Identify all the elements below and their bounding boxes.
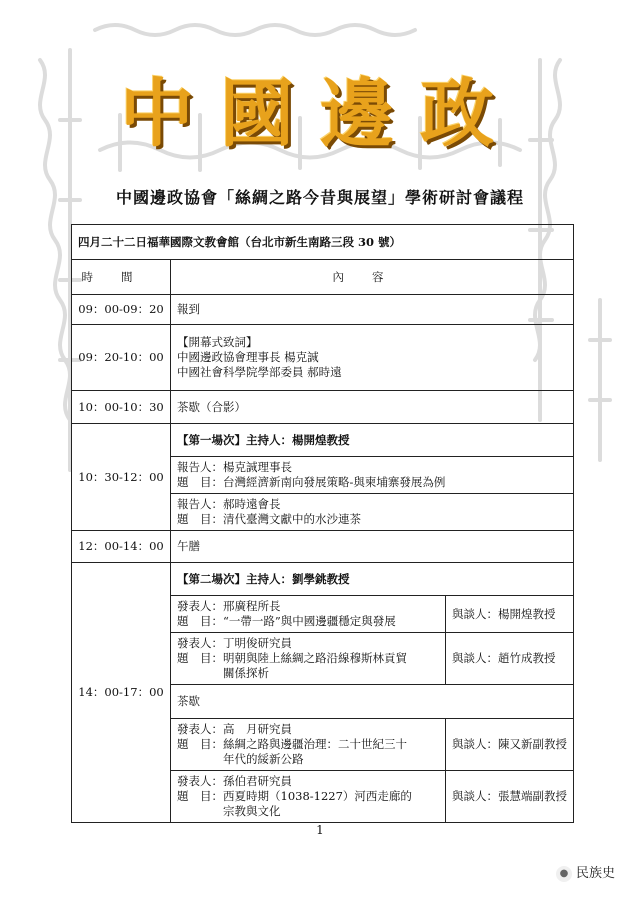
- table-row: [72, 531, 574, 563]
- presentation-cell: [171, 457, 574, 494]
- time-cell: 09：00-09：20: [72, 295, 171, 325]
- content-cell: 茶歇（合影）: [171, 391, 574, 424]
- topic-line: 宗教與文化: [177, 804, 281, 818]
- topic-line: 題 目：清代臺灣文獻中的水沙連茶: [177, 512, 361, 526]
- venue-row: [72, 225, 574, 260]
- table-row: [72, 424, 574, 457]
- presenter-line: 發表人：孫伯君研究員: [177, 774, 292, 788]
- content-line: 中國邊政協會理事長 楊克誠: [177, 350, 319, 364]
- masthead-logo: 中國邊政: [120, 71, 520, 157]
- topic-line: 題 目：西夏時期（1038-1227）河西走廊的: [177, 789, 412, 803]
- table-row: [72, 563, 574, 596]
- content-cell: 茶歇: [171, 685, 574, 719]
- presentation-cell: [171, 596, 446, 633]
- agenda-table: [71, 224, 574, 823]
- time-cell: 09：20-10：00: [72, 325, 171, 391]
- table-row: [72, 325, 574, 391]
- topic-line: 題 目：明朝與陸上絲綢之路沿線穆斯林貢貿: [177, 651, 407, 665]
- presenter-line: 報告人：郝時遠會長: [177, 497, 281, 511]
- topic-line: 關係探析: [177, 666, 269, 680]
- account-badge[interactable]: [556, 862, 615, 882]
- presentation-cell: [171, 719, 446, 771]
- presentation-cell: [171, 771, 446, 823]
- account-name: 民族史: [576, 866, 616, 881]
- table-row: [72, 295, 574, 325]
- session-header: 【第一場次】主持人：楊開煌教授: [171, 424, 574, 457]
- topic-line: 題 目：絲綢之路與邊疆治理：二十世紀三十: [177, 737, 407, 751]
- content-line: 【開幕式致詞】: [177, 335, 258, 349]
- header-row: [72, 260, 574, 295]
- presenter-line: 發表人：丁明俊研究員: [177, 636, 292, 650]
- session-header: 【第二場次】主持人：劉學銚教授: [171, 563, 574, 596]
- presentation-cell: [171, 494, 574, 531]
- discussant-cell: 與談人：張慧端副教授: [446, 771, 574, 823]
- topic-line: 題 目：台灣經濟新南向發展策略-與柬埔寨發展為例: [177, 475, 446, 489]
- content-header: 內容: [171, 260, 574, 295]
- wechat-icon: ●: [556, 866, 572, 882]
- content-cell: [171, 325, 574, 391]
- discussant-cell: 與談人：趙竹成教授: [446, 633, 574, 685]
- discussant-cell: 與談人：陳又新副教授: [446, 719, 574, 771]
- presentation-cell: [171, 633, 446, 685]
- content-cell: 午膳: [171, 531, 574, 563]
- document-title: 中國邊政協會「絲綢之路今昔與展望」學術研討會議程: [115, 188, 524, 207]
- time-cell: 10：30-12：00: [72, 424, 171, 531]
- content-line: 中國社會科學院學部委員 郝時遠: [177, 365, 342, 379]
- page-number: 1: [316, 823, 324, 837]
- time-cell: 14：00-17：00: [72, 563, 171, 823]
- presenter-line: 報告人：楊克誠理事長: [177, 460, 292, 474]
- discussant-cell: 與談人：楊開煌教授: [446, 596, 574, 633]
- topic-line: 年代的綏新公路: [177, 752, 304, 766]
- presenter-line: 發表人：邢廣程所長: [177, 599, 281, 613]
- venue-cell: 四月二十二日福華國際文教會館（台北市新生南路三段 30 號）: [72, 225, 574, 260]
- content-cell: 報到: [171, 295, 574, 325]
- time-cell: 12：00-14：00: [72, 531, 171, 563]
- time-header: 時間: [72, 260, 171, 295]
- topic-line: 題 目：“一帶一路”與中國邊疆穩定與發展: [177, 614, 396, 628]
- time-cell: 10：00-10：30: [72, 391, 171, 424]
- table-row: [72, 391, 574, 424]
- presenter-line: 發表人：高 月研究員: [177, 722, 292, 736]
